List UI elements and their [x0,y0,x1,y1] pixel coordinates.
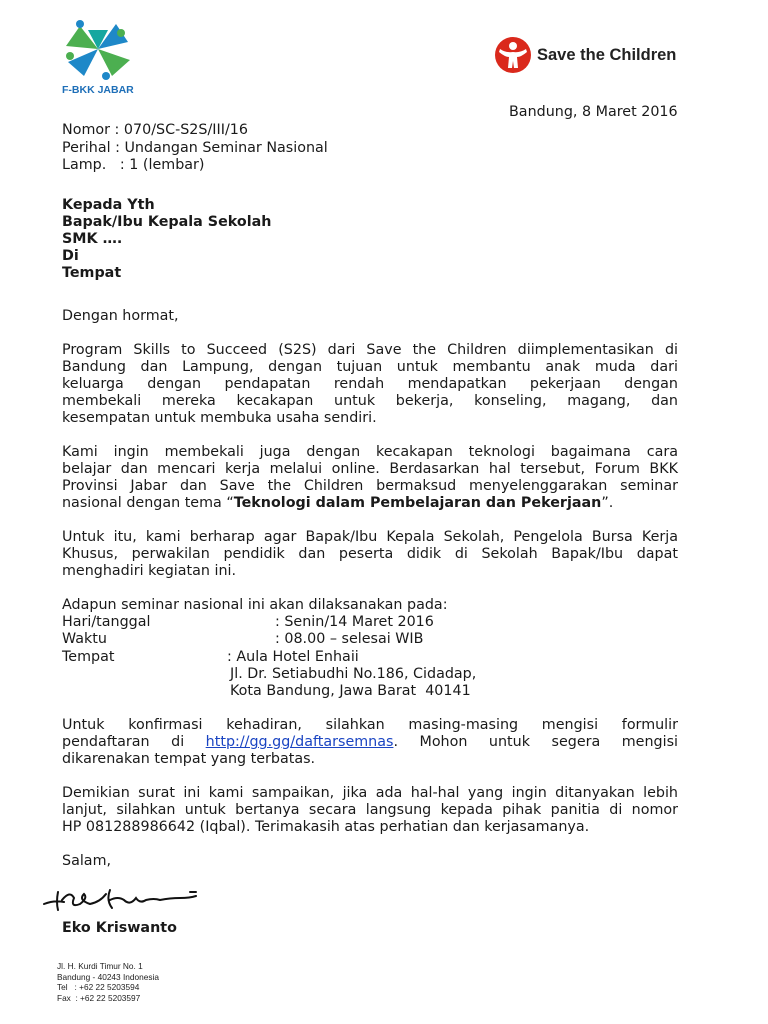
recipient-line: Bapak/Ibu Kepala Sekolah [62,214,272,230]
paragraph-registration [62,717,678,768]
signer-name: Eko Kriswanto [62,920,177,936]
schedule-place-label: Tempat [62,649,115,665]
registration-suffix: . Mohon untuk segera mengisi [393,734,678,750]
paragraph-line [62,495,678,512]
meta-nomor-label: Nomor : [62,122,120,138]
recipient-line: SMK …. [62,231,123,247]
paragraph-line: keluarga dengan pendapatan rendah mendapatkan pekerjaan dengan [62,376,678,392]
schedule-time-label: Waktu [62,631,107,647]
seminar-theme: Teknologi dalam Pembelajaran dan Pekerjaan [233,495,602,511]
schedule-place-value: : Aula Hotel Enhaii [227,649,359,665]
paragraph-line: Khusus, perwakilan pendidik dan peserta didik di Sekolah Bapak/Ibu dapat [62,546,678,562]
theme-suffix: ”. [601,495,614,511]
footer-line: Fax : +62 22 5203597 [57,992,141,1003]
footer-line: Bandung - 40243 Indonesia [57,971,159,982]
paragraph-intro [62,342,678,427]
meta-nomor-value: 070/SC-S2S/III/16 [123,122,248,138]
recipient-line: Kepada Yth [62,197,155,213]
paragraph-line: Untuk konfirmasi kehadiran, silahkan masing-masing mengisi formulir [62,717,678,733]
paragraph-line: dikarenakan tempat yang terbatas. [62,751,316,767]
closing-salutation: Salam, [62,853,112,869]
fbkk-logo-icon [58,16,138,82]
meta-lamp [62,157,205,174]
paragraph-line: membekali mereka kecakapan untuk bekerja, konseling, magang, dan [62,393,678,409]
fbkk-logo [58,16,138,100]
recipient-line: Di [62,248,79,264]
paragraph-closing [62,785,678,836]
paragraph-line: belajar dan mencari kerja melalui online. Berdasarkan hal tersebut, Forum BKK [62,461,678,477]
paragraph-line: Provinsi Jabar dan Save the Children bermaksud menyelenggarakan seminar [62,478,678,494]
signature-image [40,880,200,920]
paragraph-line [62,734,678,751]
footer-line: Tel : +62 22 5203594 [57,982,140,992]
meta-perihal-value: Undangan Seminar Nasional [124,140,328,156]
schedule-address-line: Jl. Dr. Setiabudhi No.186, Cidadap, [230,666,477,682]
recipient-line: Tempat [62,265,122,281]
meta-lamp-label: Lamp. : [62,157,125,173]
theme-prefix: nasional dengan tema “ [62,495,234,511]
paragraph-line: kesempatan untuk membuka usaha sendiri. [62,410,377,426]
save-the-children-icon [494,36,532,74]
footer-line: Jl. H. Kurdi Timur No. 1 [57,961,143,971]
schedule-time-value: : 08.00 – selesai WIB [275,631,424,647]
paragraph-line: Kami ingin membekali juga dengan kecakapan teknologi bagaimana cara [62,444,678,460]
schedule-address-line: Kota Bandung, Jawa Barat 40141 [230,683,471,699]
save-the-children-text: Save the Children [537,46,677,64]
schedule-intro: Adapun seminar nasional ini akan dilaksanakan pada: [62,597,448,613]
fbkk-logo-text: F-BKK JABAR [62,84,134,96]
registration-prefix: pendaftaran di [62,734,185,750]
greeting: Dengan hormat, [62,308,179,324]
meta-nomor [62,122,248,139]
paragraph-invitation [62,529,678,580]
paragraph-seminar-theme [62,444,678,512]
meta-perihal [62,140,328,157]
paragraph-line: lanjut, silahkan untuk bertanya secara langsung kepada pihak panitia di nomor [62,802,678,818]
paragraph-line: menghadiri kegiatan ini. [62,563,237,579]
registration-link[interactable]: http://gg.gg/daftarsemnas [205,734,394,750]
paragraph-line: Untuk itu, kami berharap agar Bapak/Ibu Kepala Sekolah, Pengelola Bursa Kerja [62,529,678,545]
save-the-children-logo [494,36,694,76]
letter-date: Bandung, 8 Maret 2016 [509,104,678,120]
paragraph-line: HP 081288986642 (Iqbal). Terimakasih atas perhatian dan kerjasamanya. [62,819,590,835]
schedule-date-label: Hari/tanggal [62,614,151,630]
footer-address [57,961,159,1003]
schedule-date-value: : Senin/14 Maret 2016 [275,614,434,630]
paragraph-line: Demikian surat ini kami sampaikan, jika ada hal-hal yang ingin ditanyakan lebih [62,785,678,801]
paragraph-line: Program Skills to Succeed (S2S) dari Save the Children diimplementasikan di [62,342,678,358]
meta-lamp-value: 1 (lembar) [129,157,205,173]
meta-perihal-label: Perihal : [62,140,120,156]
paragraph-line: Bandung dan Lampung, dengan tujuan untuk membantu anak muda dari [62,359,678,375]
